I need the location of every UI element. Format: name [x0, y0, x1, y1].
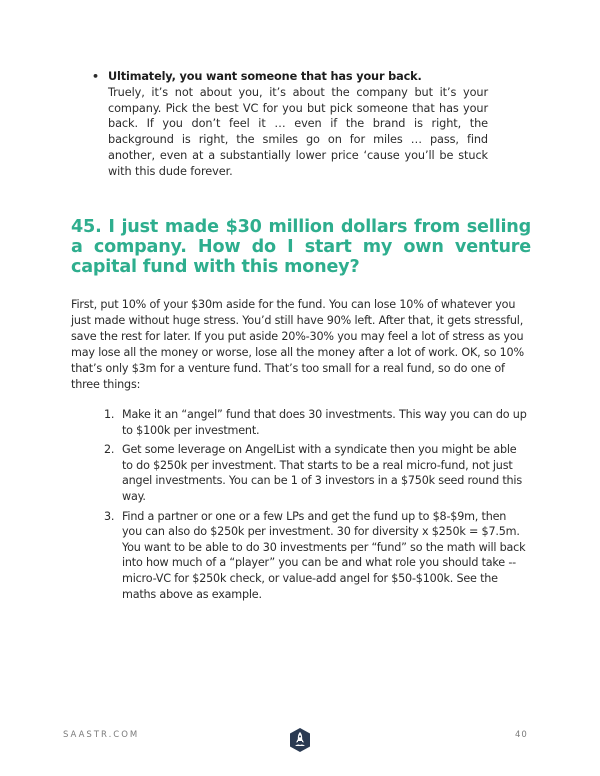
- footer-site-name: SAASTR.COM: [63, 730, 140, 740]
- list-number: 3.: [104, 509, 115, 523]
- list-number: 1.: [104, 408, 115, 421]
- bullet-marker: •: [92, 70, 100, 83]
- page-number: 40: [515, 730, 528, 740]
- list-number: 2.: [104, 443, 115, 457]
- list-text: Find a partner or one or a few LPs and get the fund up to $8-$9m, then you can also do $250k per investment. 30 for diversity x $250k = $7.5m. You want to be able to do 30 investments per “fund” so the math will back into how much of a “player” you can be and what role you should take -- micro-VC for $250k check, or value-add angel for $50-$100k. See the maths above as example.: [122, 509, 526, 601]
- bullet-title: Ultimately, you want someone that has your back.: [108, 70, 422, 83]
- section-intro-paragraph: First, put 10% of your $30m aside for the fund. You can lose 10% of whatever you just made without huge stress. You’d still have 90% left. After that, it gets stressful, save the rest for later. If you put aside 20%-30% you may feel a lot of stress as you may lose all the money or worse, lose all the money after a lot of work. OK, so 10% that’s only $3m for a venture fund. That’s too small for a real fund, so do one of three things:: [71, 298, 524, 391]
- list-item: [104, 509, 528, 603]
- list-text: Make it an “angel” fund that does 30 investments. This way you can do up to $100k per investment.: [122, 408, 527, 437]
- bullet-body: Truely, it’s not about you, it’s about the company but it’s your company. Pick the best VC for you but pick someone that has your back. If you don’t feel it … even if the brand is right, the background is right, the smiles go on for miles … pass, find another, even at a substantially lower price ‘cause you’ll be stuck with this dude forever.: [108, 85, 488, 178]
- list-item: [104, 442, 528, 504]
- list-item: [104, 407, 528, 438]
- list-text: Get some leverage on AngelList with a syndicate then you might be able to do $250k per investment. That starts to be a real micro-fund, not just angel investments. You can be 1 of 3 investors in a $750k seed round this way.: [122, 443, 522, 503]
- section-heading: 45. I just made $30 million dollars from selling a company. How do I start my own venture capital fund with this money?: [71, 217, 531, 277]
- numbered-list: [104, 407, 528, 606]
- saastr-rocket-hexagon-icon: [289, 727, 311, 753]
- bullet-item: [92, 69, 488, 180]
